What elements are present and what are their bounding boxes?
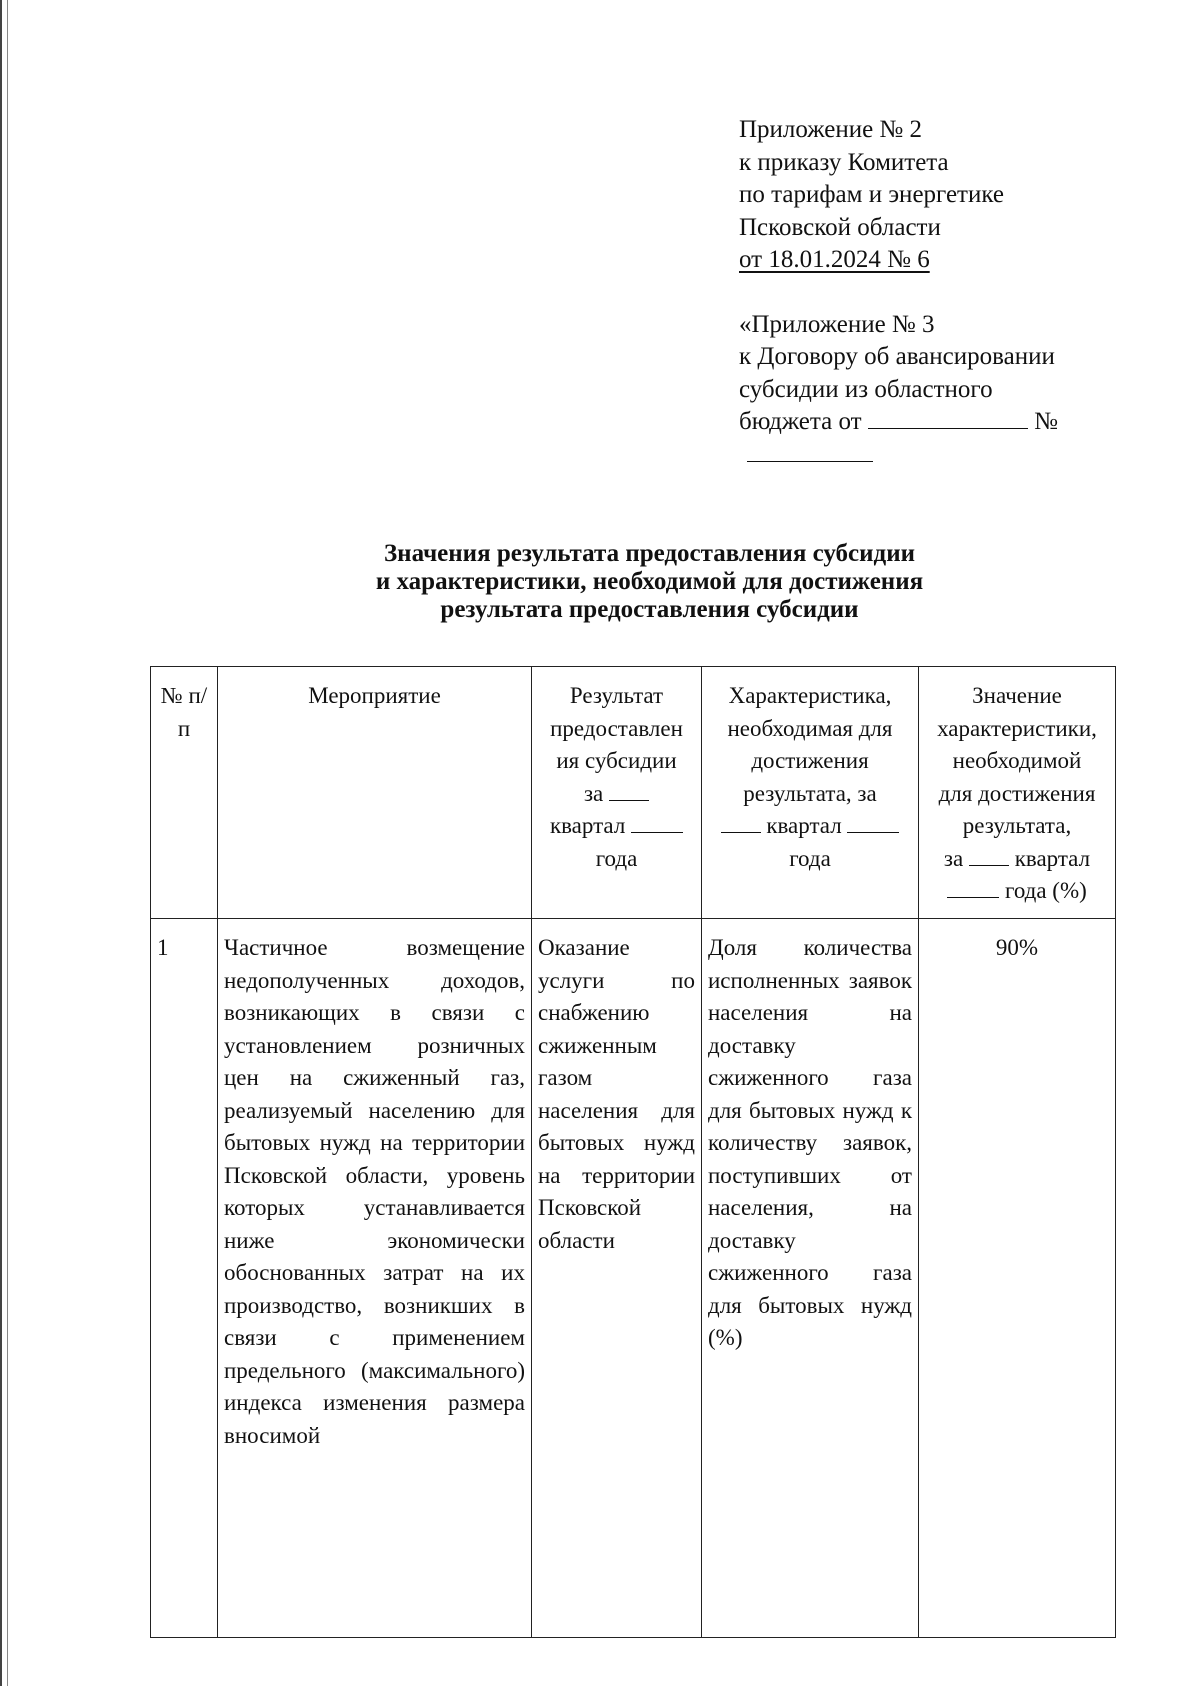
appendix-line-3: по тарифам и энергетике [739, 181, 1004, 208]
appendix-line-4: Псковской области [739, 213, 941, 241]
header-number: № п/п [151, 667, 218, 919]
appendix-line-2: к приказу Комитета [739, 148, 949, 176]
table-row [151, 919, 1116, 1638]
cell-characteristic: Доля количества исполненных заявок населения на доставку сжиженного газа для бытовых нужд к количеству заявок, поступивших от населения, на доставку сжиженного газа для бытовых нужд (%) [702, 919, 919, 1638]
cell-result: Оказание услуги по снабжению сжиженным газом населения для бытовых нужд на территории Псковской области [532, 919, 702, 1638]
contract-date-blank [868, 406, 1028, 429]
appendix-line-1: Приложение № 2 [739, 116, 923, 143]
header-value: Значение характеристики, необходимой для достижения результата, за квартал года (%) [919, 667, 1116, 919]
cell-value: 90% [919, 919, 1116, 1638]
appendix-header [739, 114, 1159, 471]
header-activity: Мероприятие [218, 667, 532, 919]
blank-year [847, 812, 899, 833]
blank-quarter [609, 780, 649, 801]
blank-year [631, 812, 683, 833]
left-margin-line [0, 0, 8, 1686]
table-header-row [151, 667, 1116, 919]
blank-quarter [969, 845, 1009, 866]
contract-number-sign: № [1034, 408, 1058, 435]
title-line-3: результата предоставления субсидии [440, 596, 859, 623]
contract-number-blank [747, 439, 873, 462]
title-line-2: и характеристики, необходимой для достижения [375, 568, 924, 595]
cell-number: 1 [151, 919, 218, 1638]
contract-date-prefix: бюджета от [739, 408, 862, 435]
order-reference: от 18.01.2024 № 6 [739, 246, 930, 273]
document-title [150, 540, 1149, 624]
blank-year [947, 877, 999, 898]
blank-quarter [721, 812, 761, 833]
cell-activity: Частичное возмещение недополученных доходов, возникающих в связи с установлением розничных цен на сжиженный газ, реализуемый населению для бытовых нужд на территории Псковской области, уровень которых устанавливается ниже экономически обоснованных затрат на их производство, возникших в связи с применением предельного (максимального) индекса изменения размера вносимой [218, 919, 532, 1638]
contract-line-5 [739, 439, 1159, 472]
contract-line-1: «Приложение № 3 [739, 310, 935, 338]
contract-line-2: к Договору об авансировании [739, 343, 1055, 370]
contract-line-3: субсидии из областного [739, 375, 993, 403]
header-characteristic: Характеристика, необходимая для достижения результата, за квартал года [702, 667, 919, 919]
header-result: Результат предоставлен ия субсидии за квартал года [532, 667, 702, 919]
contract-line-4 [739, 406, 1159, 439]
title-line-1: Значения результата предоставления субсидии [383, 540, 916, 567]
results-table [150, 666, 1116, 1638]
